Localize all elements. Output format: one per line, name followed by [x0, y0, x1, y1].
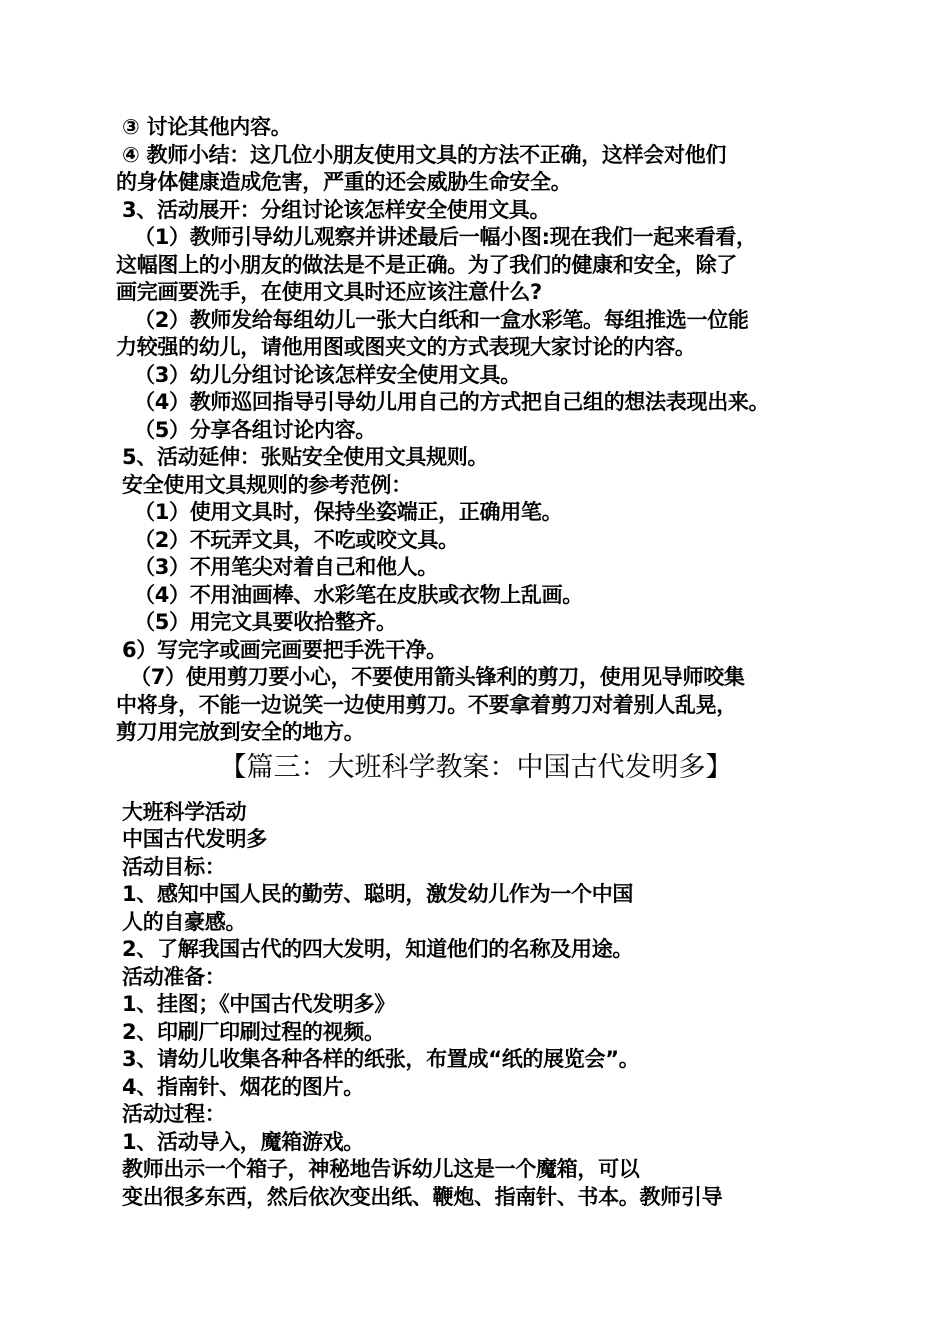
text-line: （1）使用文具时，保持坐姿端正，正确用笔。: [134, 500, 563, 524]
text-line: ③ 讨论其他内容。: [122, 115, 292, 139]
text-line: （5）分享各组讨论内容。: [134, 417, 377, 442]
text-line: 2、印刷厂印刷过程的视频。: [122, 1019, 385, 1044]
lesson-plan-part-safety: [116, 114, 846, 747]
text-line: 3、请幼儿收集各种各样的纸张，布置成“纸的展览会”。: [122, 1047, 640, 1071]
text-line: 1、活动导入，魔箱游戏。: [122, 1129, 365, 1154]
text-line: （2）教师发给每组幼儿一张大白纸和一盒水彩笔。每组推选一位能: [134, 307, 749, 332]
text-line: 这幅图上的小朋友的做法是不是正确。为了我们的健康和安全，除了: [116, 252, 737, 277]
text-line: 3、活动展开：分组讨论该怎样安全使用文具。: [122, 197, 551, 222]
text-line: 4、指南针、烟花的图片。: [122, 1074, 365, 1099]
section-title: 【篇三：大班科学教案：中国古代发明多】: [219, 751, 733, 783]
text-line: （2）不玩弄文具，不吃或咬文具。: [134, 527, 459, 552]
text-line: 1、感知中国人民的勤劳、聪明，激发幼儿作为一个中国: [122, 882, 634, 906]
text-line: （7）使用剪刀要小心，不要使用箭头锋利的剪刀，使用见导师咬集: [130, 665, 745, 689]
text-line: （5）用完文具要收拾整齐。: [134, 610, 397, 634]
text-line: （3）不用笔尖对着自己和他人。: [134, 555, 439, 579]
text-line: 变出很多东西，然后依次变出纸、鞭炮、指南针、书本。教师引导: [122, 1184, 723, 1209]
text-line: 活动目标：: [122, 854, 226, 879]
text-line: 2、了解我国古代的四大发明，知道他们的名称及用途。: [122, 937, 634, 961]
text-line: 剪刀用完放到安全的地方。: [116, 720, 365, 744]
text-line: （1）教师引导幼儿观察并讲述最后一幅小图:现在我们一起来看看，: [134, 225, 757, 249]
text-line: 6）写完字或画完画要把手洗干净。: [122, 637, 447, 662]
text-line: 活动过程：: [122, 1102, 226, 1126]
text-line: 画完画要洗手，在使用文具时还应该注意什么?: [116, 280, 542, 304]
text-line: 1、挂图；《中国古代发明多》: [122, 992, 395, 1016]
text-line: （4）不用油画棒、水彩笔在皮肤或衣物上乱画。: [134, 582, 584, 607]
text-line: 力较强的幼儿，请他用图或图夹文的方式表现大家讨论的内容。: [116, 335, 696, 359]
text-line: 教师出示一个箱子，神秘地告诉幼儿这是一个魔箱，可以: [122, 1157, 640, 1181]
text-line: ④ 教师小结：这几位小朋友使用文具的方法不正确，这样会对他们: [122, 142, 727, 167]
document-body: [116, 114, 846, 1211]
text-line: 人的自豪感。: [122, 909, 247, 934]
text-line: 5、活动延伸：张贴安全使用文具规则。: [122, 445, 489, 469]
text-line: 的身体健康造成危害，严重的还会威胁生命安全。: [116, 170, 572, 194]
text-line: 大班科学活动: [122, 799, 247, 824]
text-line: 活动准备：: [122, 964, 226, 989]
text-line: （3）幼儿分组讨论该怎样安全使用文具。: [134, 362, 521, 387]
text-line: 中将身，不能一边说笑一边使用剪刀。不要拿着剪刀对着别人乱晃，: [116, 692, 737, 717]
text-line: 安全使用文具规则的参考范例：: [122, 472, 412, 497]
text-line: （4）教师巡回指导引导幼儿用自己的方式把自己组的想法表现出来。: [134, 390, 770, 414]
lesson-plan-part-inventions: [116, 799, 846, 1212]
text-line: 中国古代发明多: [122, 827, 267, 851]
